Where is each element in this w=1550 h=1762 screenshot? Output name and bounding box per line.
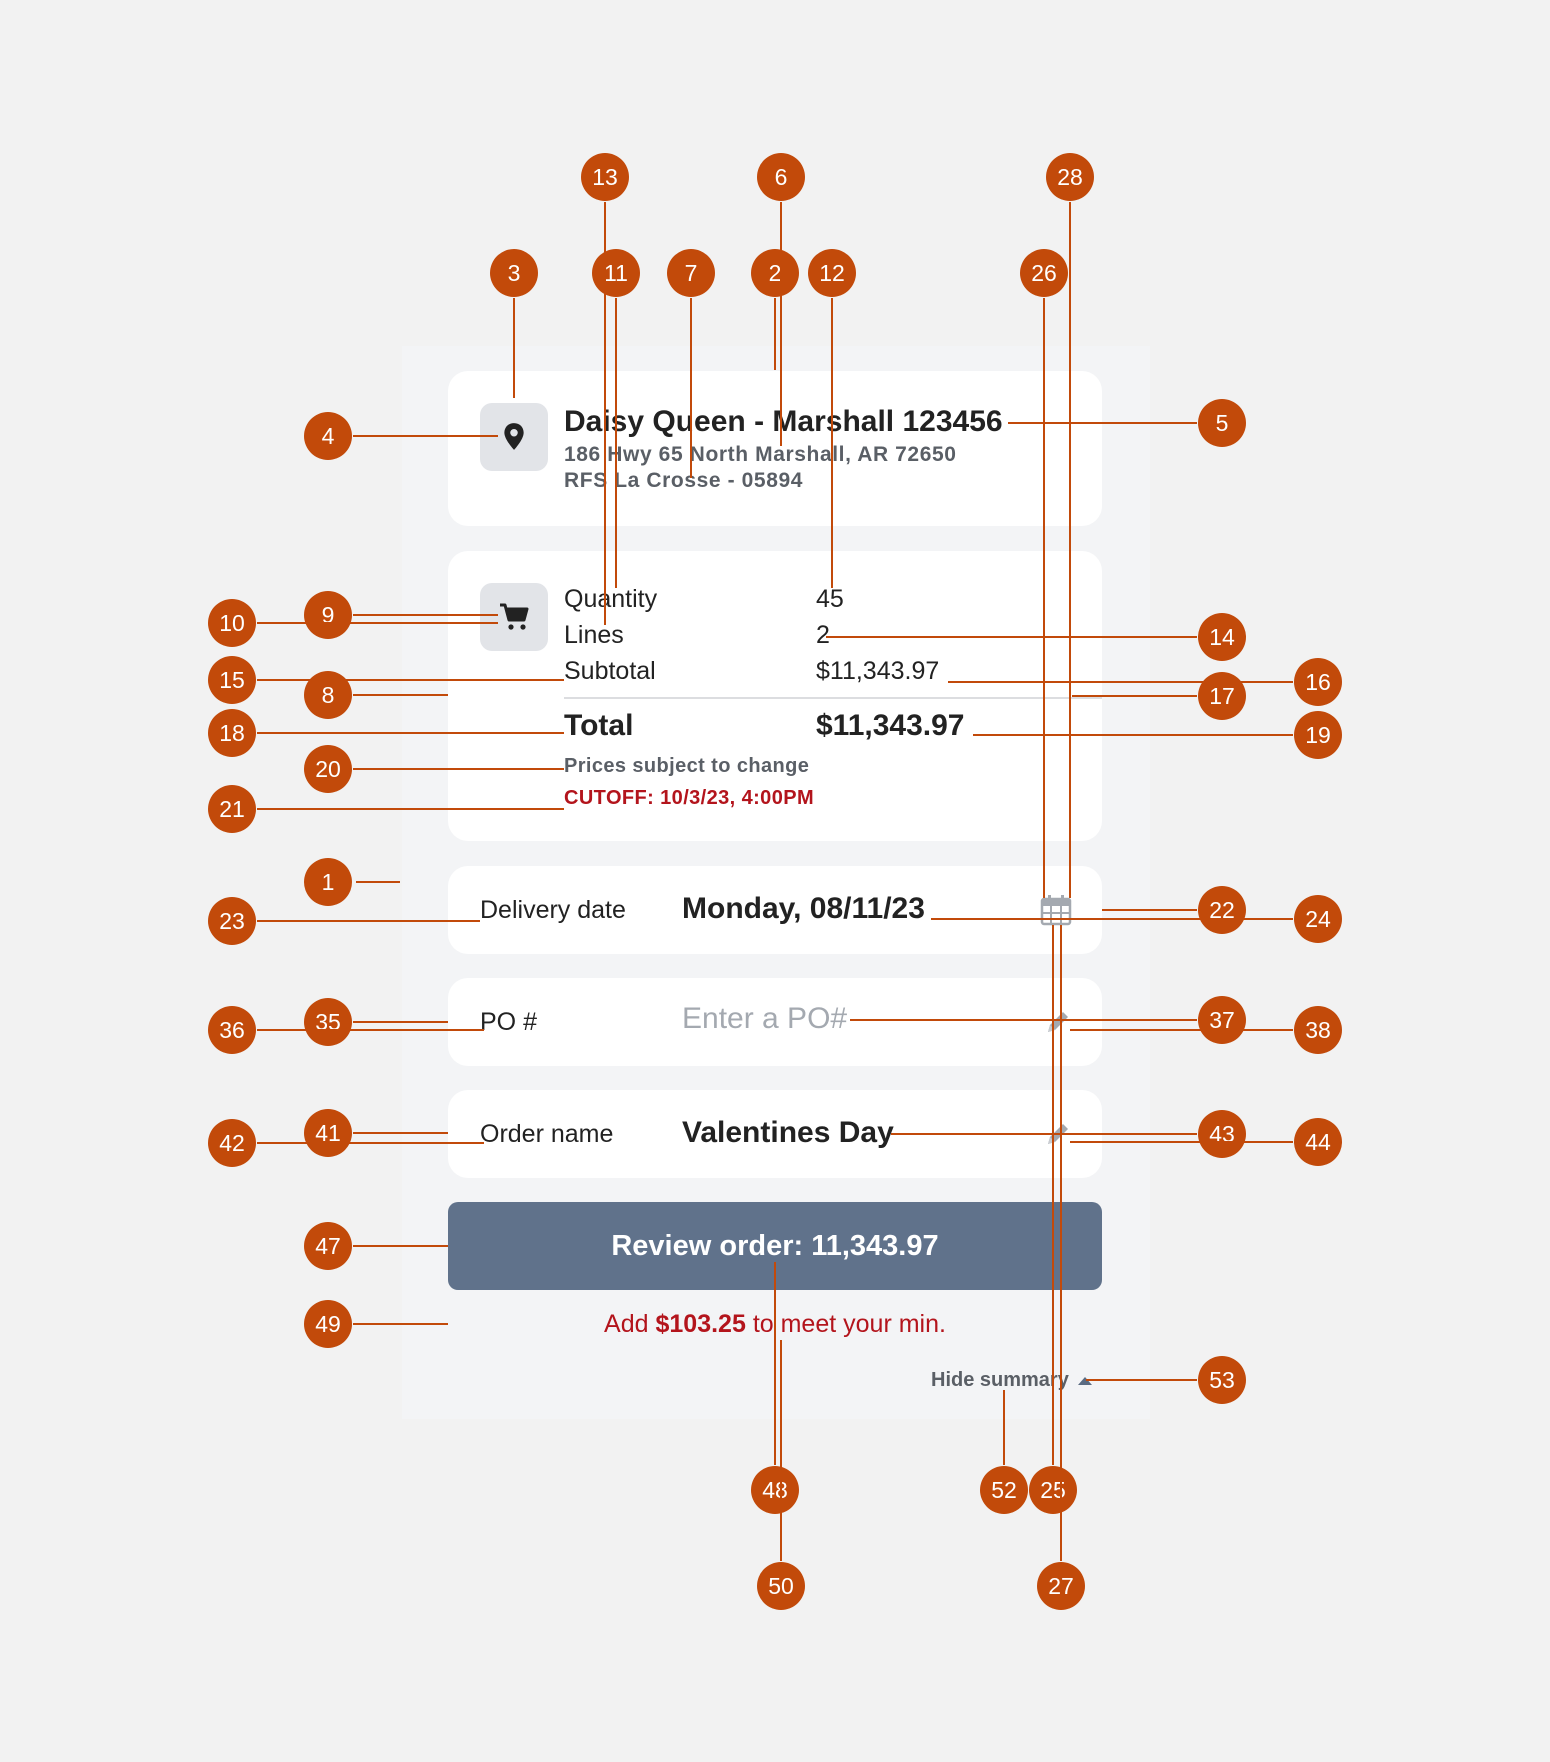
annotation-marker-13 (581, 153, 629, 625)
annotation-number: 35 (315, 1009, 341, 1035)
annotation-marker-14 (826, 613, 1246, 661)
annotation-marker-49 (304, 1300, 448, 1348)
annotation-number: 41 (315, 1120, 341, 1146)
review-order-button[interactable]: Review order: 11,343.97 (448, 1202, 1102, 1290)
annotation-number: 19 (1305, 722, 1331, 748)
annotation-marker-25 (1029, 925, 1077, 1514)
annotation-number: 28 (1057, 164, 1083, 190)
quantity-label: Quantity (564, 585, 658, 613)
annotation-number: 15 (219, 667, 245, 693)
annotation-number: 2 (768, 260, 782, 286)
annotation-marker-11 (592, 249, 640, 588)
annotation-number: 47 (315, 1233, 341, 1259)
price-disclaimer: Prices subject to change (564, 755, 810, 777)
annotation-marker-41 (304, 1109, 448, 1157)
subtotal-value: $11,343.97 (816, 657, 940, 685)
annotation-number: 25 (1040, 1477, 1066, 1503)
annotation-number: 3 (507, 260, 521, 286)
order-name-label: Order name (480, 1120, 614, 1148)
annotation-marker-24 (931, 895, 1342, 943)
annotation-number: 10 (219, 610, 245, 636)
annotation-number: 13 (592, 164, 618, 190)
annotation-marker-22 (1102, 886, 1246, 934)
annotation-number: 26 (1031, 260, 1057, 286)
annotation-marker-16 (948, 658, 1342, 706)
annotation-number: 50 (768, 1573, 794, 1599)
lines-value: 2 (816, 621, 830, 649)
annotation-marker-7 (667, 249, 715, 478)
delivery-date-label: Delivery date (480, 896, 626, 924)
annotation-number: 1 (321, 869, 335, 895)
annotation-number: 4 (321, 423, 335, 449)
annotation-marker-47 (304, 1222, 448, 1270)
total-label: Total (564, 709, 634, 742)
annotation-marker-52 (980, 1390, 1028, 1514)
minimum-suffix: to meet your min. (752, 1310, 946, 1338)
annotation-marker-6 (757, 153, 805, 446)
annotation-marker-19 (973, 711, 1342, 759)
annotation-number: 53 (1209, 1367, 1235, 1393)
annotation-number: 43 (1209, 1121, 1235, 1147)
annotation-number: 22 (1209, 897, 1235, 923)
annotation-number: 36 (219, 1017, 245, 1043)
annotation-number: 17 (1209, 683, 1235, 709)
annotation-marker-43 (891, 1110, 1246, 1158)
annotation-number: 49 (315, 1311, 341, 1337)
annotation-marker-26 (1020, 249, 1068, 898)
annotation-number: 23 (219, 908, 245, 934)
annotation-number: 5 (1215, 410, 1229, 436)
annotation-marker-12 (808, 249, 856, 588)
annotation-number: 12 (819, 260, 845, 286)
annotation-number: 6 (774, 164, 788, 190)
annotation-number: 52 (991, 1477, 1017, 1503)
annotation-number: 42 (219, 1130, 245, 1156)
order-name-value: Valentines Day (682, 1116, 894, 1149)
total-value: $11,343.97 (816, 709, 965, 742)
annotation-marker-21 (208, 785, 564, 833)
annotation-marker-17 (1072, 672, 1246, 720)
annotation-marker-53 (1086, 1356, 1246, 1404)
annotation-number: 27 (1048, 1573, 1074, 1599)
annotation-number: 38 (1305, 1017, 1331, 1043)
annotation-number: 44 (1305, 1129, 1331, 1155)
annotation-number: 48 (762, 1477, 788, 1503)
distributor-name: RFS La Crosse - 05894 (564, 469, 804, 492)
subtotal-label: Subtotal (564, 657, 656, 685)
quantity-value: 45 (816, 585, 844, 613)
lines-label: Lines (564, 621, 624, 649)
annotation-marker-8 (304, 671, 448, 719)
annotation-marker-37 (850, 996, 1246, 1044)
annotation-marker-48 (751, 1262, 799, 1514)
delivery-date-value: Monday, 08/11/23 (682, 892, 925, 925)
annotation-marker-2 (751, 249, 799, 370)
annotation-number: 18 (219, 720, 245, 746)
annotation-number: 16 (1305, 669, 1331, 695)
annotation-marker-1 (304, 858, 400, 906)
annotation-marker-23 (208, 897, 480, 945)
annotation-number: 14 (1209, 624, 1235, 650)
annotation-number: 20 (315, 756, 341, 782)
annotation-number: 24 (1305, 906, 1331, 932)
annotation-number: 11 (604, 260, 628, 286)
hide-summary-label: Hide summary (931, 1369, 1069, 1391)
minimum-prefix: Add (604, 1310, 649, 1338)
annotation-number: 9 (321, 602, 335, 628)
annotation-marker-10 (208, 599, 498, 647)
annotation-number: 21 (219, 796, 245, 822)
annotation-number: 37 (1209, 1007, 1235, 1033)
annotation-marker-35 (304, 998, 448, 1046)
annotation-marker-3 (490, 249, 538, 398)
annotation-marker-4 (304, 412, 498, 460)
cutoff-notice: CUTOFF: 10/3/23, 4:00PM (564, 787, 815, 809)
po-label: PO # (480, 1008, 537, 1036)
annotation-marker-15 (208, 656, 564, 704)
annotation-number: 8 (321, 682, 335, 708)
store-address: 186 Hwy 65 North Marshall, AR 72650 (564, 443, 957, 466)
minimum-amount: $103.25 (655, 1310, 746, 1338)
annotation-number: 7 (684, 260, 698, 286)
store-name: Daisy Queen - Marshall 123456 (564, 405, 1003, 438)
annotation-marker-9 (304, 591, 498, 639)
annotation-marker-18 (208, 709, 564, 757)
annotation-marker-20 (304, 745, 564, 793)
